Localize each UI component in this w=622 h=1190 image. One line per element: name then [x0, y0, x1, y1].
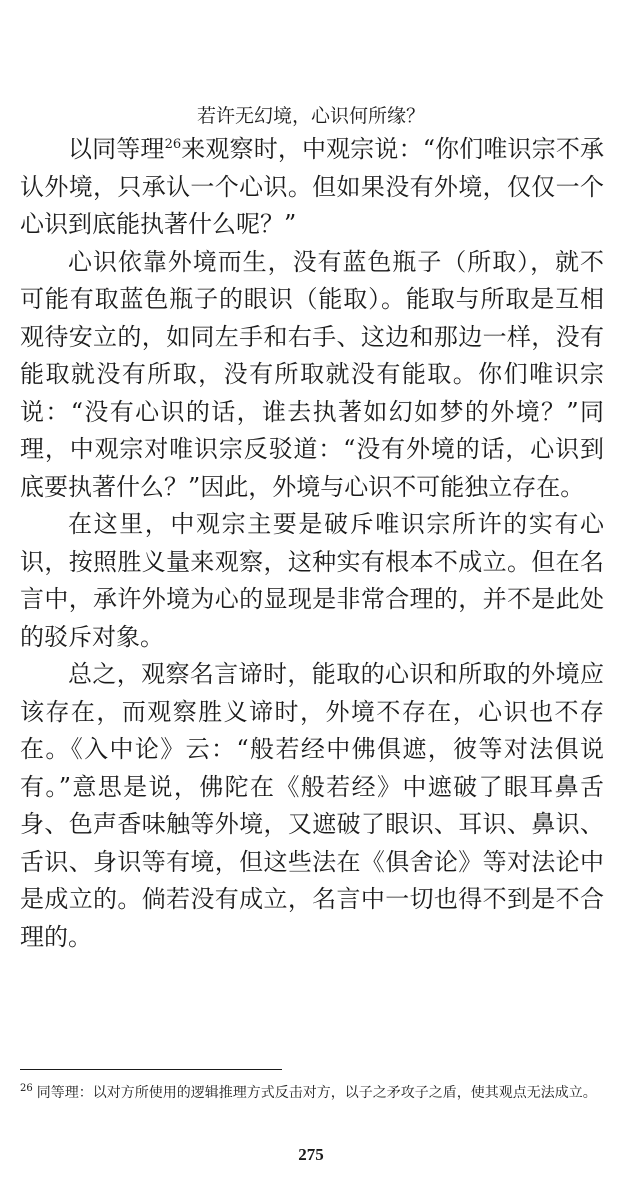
- footnote-number: 26: [20, 1083, 33, 1095]
- paragraph-4: 总之，观察名言谛时，能取的心识和所取的外境应该存在，而观察胜义谛时，外境不存在，心识也不存在。《入中论》云：“般若经中佛俱遮，彼等对法俱说有。”意思是说，佛陀在《般若经》中遮破了眼耳鼻舌身、色声香味触等外境，又遮破了眼识、耳识、鼻识、舌识、身识等有境，但这些法在《俱舍论》等对法论中是成立的。倘若没有成立，名言中一切也得不到是不合理的。: [20, 660, 604, 951]
- footnote-divider: [20, 1069, 282, 1070]
- footnote-reference: 26: [164, 137, 182, 152]
- paragraph-1: [20, 131, 604, 244]
- page-number: 275: [298, 1145, 324, 1164]
- footnote-text: 同等理：以对方所使用的逻辑推理方式反击对方，以子之矛攻子之盾，使其观点无法成立。: [36, 1085, 597, 1101]
- paragraph-2: 心识依靠外境而生，没有蓝色瓶子（所取），就不可能有取蓝色瓶子的眼识（能取）。能取与所取是互相观待安立的，如同左手和右手、这边和那边一样，没有能取就没有所取，没有所取就没有能取。你们唯识宗说：“没有心识的话，谁去执著如幻如梦的外境？”同理，中观宗对唯识宗反驳道：“没有外境的话，心识到底要执著什么？”因此，外境与心识不可能独立存在。: [20, 247, 604, 501]
- section-heading: 若许无幻境，心识何所缘？: [196, 105, 425, 127]
- body-text: [20, 131, 604, 956]
- paragraph-1-rest: 来观察时，中观宗说：“你们唯识宗不承认外境，只承认一个心识。但如果没有外境，仅仅一个心识到底能执著什么呢？”: [20, 135, 604, 238]
- paragraph-3: 在这里，中观宗主要是破斥唯识宗所许的实有心识，按照胜义量来观察，这种实有根本不成立。但在名言中，承许外境为心的显现是非常合理的，并不是此处的驳斥对象。: [20, 510, 604, 651]
- footnote: [20, 1082, 604, 1104]
- paragraph-1-lead: 以同等理: [68, 135, 165, 163]
